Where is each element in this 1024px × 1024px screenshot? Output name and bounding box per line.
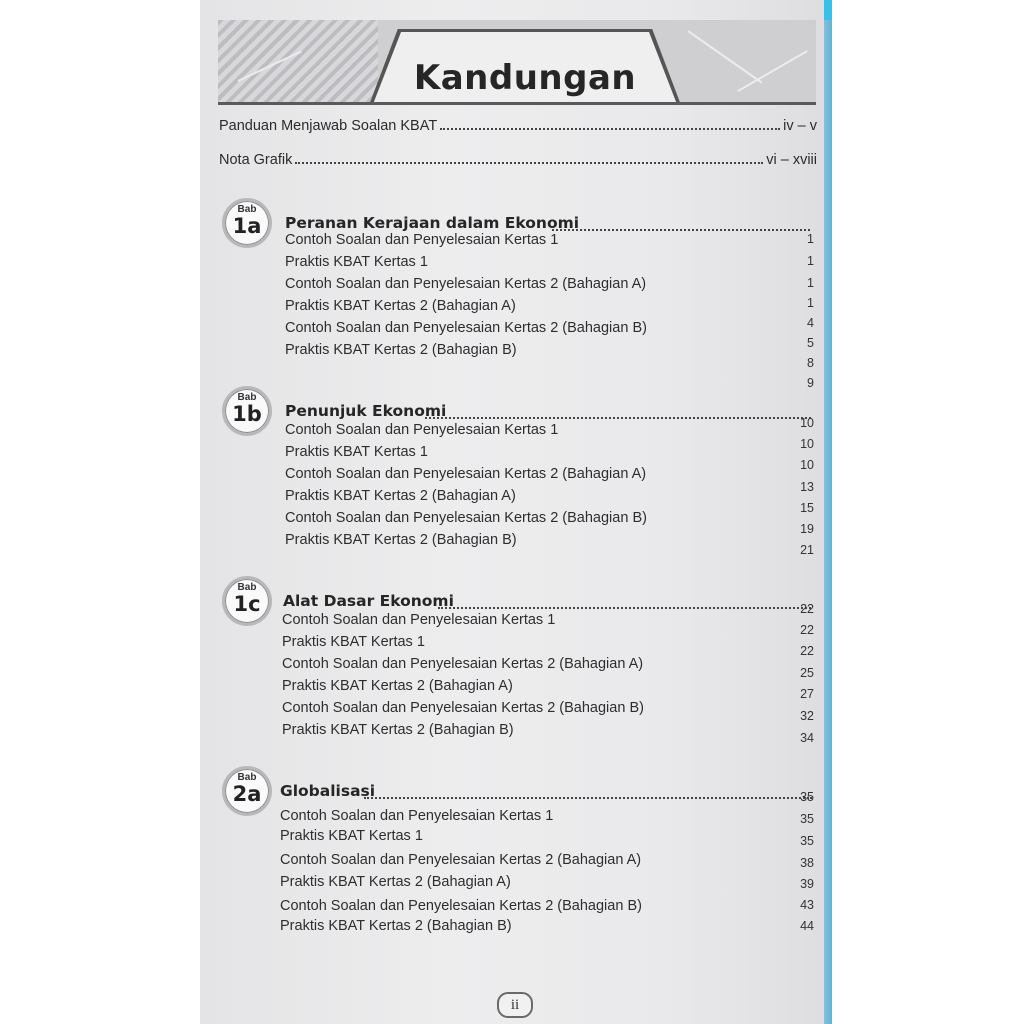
page-number: 25 — [800, 666, 814, 680]
toc-item[interactable]: Contoh Soalan dan Penyelesaian Kertas 2 (Bahagian A) — [280, 852, 642, 868]
toc-item[interactable]: Praktis KBAT Kertas 1 — [280, 828, 423, 844]
chapter-2a — [200, 766, 824, 946]
page-number: 13 — [800, 480, 814, 494]
toc-item[interactable]: Praktis KBAT Kertas 2 (Bahagian B) — [280, 918, 512, 934]
page-number: 39 — [800, 877, 814, 891]
toc-item[interactable]: Praktis KBAT Kertas 1 — [282, 634, 425, 650]
toc-item[interactable]: Contoh Soalan dan Penyelesaian Kertas 2 (Bahagian B) — [285, 320, 647, 336]
dot-leader — [425, 417, 811, 419]
page-number: 27 — [800, 687, 814, 701]
page-number: 35 — [800, 812, 814, 826]
chapter-title[interactable]: Globalisasi — [280, 782, 376, 800]
dot-leader — [295, 162, 763, 164]
toc-item[interactable]: Praktis KBAT Kertas 2 (Bahagian B) — [285, 532, 517, 548]
toc-item[interactable]: Contoh Soalan dan Penyelesaian Kertas 1 — [285, 232, 559, 248]
toc-page-range: vi – xviii — [766, 152, 817, 168]
toc-item[interactable]: Praktis KBAT Kertas 2 (Bahagian A) — [282, 678, 513, 694]
toc-item[interactable]: Praktis KBAT Kertas 2 (Bahagian B) — [282, 722, 514, 738]
header-decor-line — [687, 30, 762, 83]
contents-page — [200, 0, 824, 1024]
page-number: 8 — [807, 356, 814, 370]
chapter-number: 1c — [233, 592, 261, 616]
bab-label: Bab — [237, 582, 257, 593]
toc-item[interactable]: Praktis KBAT Kertas 1 — [285, 254, 428, 270]
page-number: 9 — [807, 376, 814, 390]
page-number: 1 — [807, 232, 814, 246]
header-banner — [218, 20, 816, 104]
page-number: 1 — [807, 296, 814, 310]
toc-item[interactable]: Praktis KBAT Kertas 2 (Bahagian B) — [285, 342, 517, 358]
toc-label: Nota Grafik — [219, 152, 293, 168]
bab-label: Bab — [237, 392, 257, 403]
page-number: 19 — [800, 522, 814, 536]
page-title: Kandungan — [413, 58, 637, 98]
chapter-badge — [222, 198, 272, 248]
chapter-badge — [222, 386, 272, 436]
toc-item[interactable]: Contoh Soalan dan Penyelesaian Kertas 2 (Bahagian A) — [282, 656, 644, 672]
page-number: 22 — [800, 602, 814, 616]
page-number: 1 — [807, 276, 814, 290]
page-number: 35 — [800, 834, 814, 848]
toc-item[interactable]: Contoh Soalan dan Penyelesaian Kertas 1 — [280, 808, 554, 824]
chapter-number: 2a — [232, 782, 262, 806]
chapter-1b — [200, 386, 824, 566]
page-number: 35 — [800, 790, 814, 804]
header-rule — [218, 102, 816, 105]
page-number: 44 — [800, 919, 814, 933]
chapter-title[interactable]: Peranan Kerajaan dalam Ekonomi — [285, 214, 580, 232]
page-number: 1 — [807, 254, 814, 268]
page-number: 34 — [800, 731, 814, 745]
toc-item[interactable]: Contoh Soalan dan Penyelesaian Kertas 2 (Bahagian B) — [280, 898, 642, 914]
toc-item[interactable]: Contoh Soalan dan Penyelesaian Kertas 1 — [282, 612, 556, 628]
page-number: 15 — [800, 501, 814, 515]
page-number: 10 — [800, 416, 814, 430]
page-number: 43 — [800, 898, 814, 912]
toc-item[interactable]: Praktis KBAT Kertas 2 (Bahagian A) — [285, 488, 516, 504]
page-number: 22 — [800, 644, 814, 658]
toc-label: Panduan Menjawab Soalan KBAT — [219, 118, 438, 134]
page-number: 38 — [800, 856, 814, 870]
page-number: 32 — [800, 709, 814, 723]
toc-item[interactable]: Contoh Soalan dan Penyelesaian Kertas 2 (Bahagian B) — [285, 510, 647, 526]
page-number: 5 — [807, 336, 814, 350]
chapter-number: 1a — [232, 214, 262, 238]
dot-leader — [364, 797, 812, 799]
header-hatch-pattern — [218, 20, 378, 104]
bab-label: Bab — [237, 204, 257, 215]
chapter-1c — [200, 576, 824, 756]
page-number: 10 — [800, 437, 814, 451]
page-number: 22 — [800, 623, 814, 637]
bab-label: Bab — [237, 772, 257, 783]
toc-page-range: iv – v — [783, 118, 817, 134]
chapter-1a — [200, 198, 824, 390]
dot-leader — [440, 128, 780, 130]
toc-item[interactable]: Praktis KBAT Kertas 1 — [285, 444, 428, 460]
toc-row-front-matter[interactable] — [219, 118, 817, 134]
chapter-title[interactable]: Alat Dasar Ekonomi — [283, 592, 454, 610]
page-number: 10 — [800, 458, 814, 472]
toc-item[interactable]: Contoh Soalan dan Penyelesaian Kertas 2 (Bahagian A) — [285, 276, 647, 292]
toc-row-front-matter[interactable] — [219, 152, 817, 168]
page-number: 21 — [800, 543, 814, 557]
page-number: 4 — [807, 316, 814, 330]
toc-item[interactable]: Praktis KBAT Kertas 2 (Bahagian A) — [285, 298, 516, 314]
chapter-badge — [222, 766, 272, 816]
toc-item[interactable]: Contoh Soalan dan Penyelesaian Kertas 2 (Bahagian B) — [282, 700, 644, 716]
chapter-number: 1b — [232, 402, 262, 426]
dot-leader — [438, 607, 811, 609]
toc-item[interactable]: Contoh Soalan dan Penyelesaian Kertas 2 (Bahagian A) — [285, 466, 647, 482]
chapter-badge — [222, 576, 272, 626]
footer-page-number: ii — [497, 992, 533, 1018]
chapter-title[interactable]: Penunjuk Ekonomi — [285, 402, 447, 420]
toc-item[interactable]: Praktis KBAT Kertas 2 (Bahagian A) — [280, 874, 511, 890]
dot-leader — [552, 229, 810, 231]
toc-item[interactable]: Contoh Soalan dan Penyelesaian Kertas 1 — [285, 422, 559, 438]
